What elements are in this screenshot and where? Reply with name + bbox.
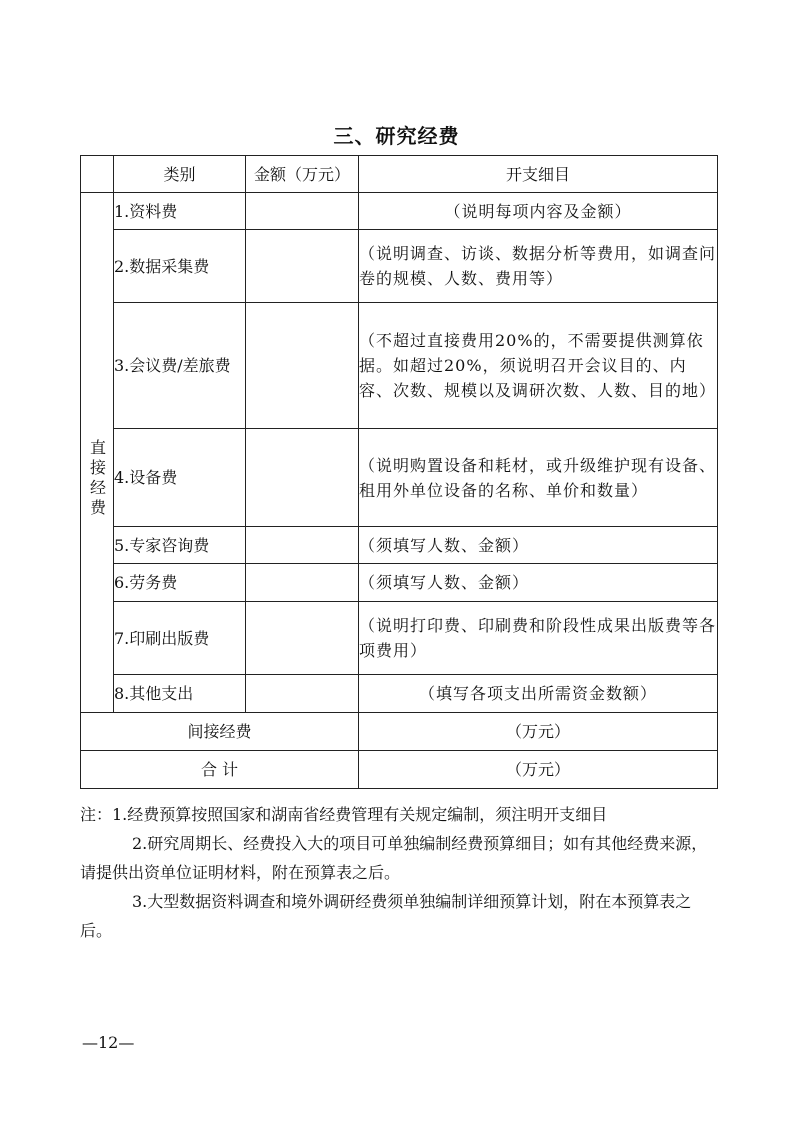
table-row [81,303,718,429]
row-detail: （说明打印费、印刷费和阶段性成果出版费等各项费用） [359,602,718,675]
row-amount-cell[interactable] [246,230,359,303]
indirect-expense-value[interactable]: （万元） [359,713,718,751]
indirect-expense-row [81,713,718,751]
total-value[interactable]: （万元） [359,751,718,789]
row-category: 3.会议费/差旅费 [114,303,246,429]
page-number: —12— [82,1033,135,1052]
row-category: 8.其他支出 [114,675,246,713]
notes-section [80,800,720,945]
table-row [81,429,718,527]
indirect-expense-label: 间接经费 [81,713,359,751]
note-3: 3.大型数据资料调查和境外调研经费须单独编制详细预算计划，附在本预算表之后。 [80,892,692,940]
row-detail: （填写各项支出所需资金数额） [359,675,718,713]
header-amount: 金额（万元） [246,156,359,193]
row-amount-cell[interactable] [246,429,359,527]
row-category: 6.劳务费 [114,564,246,602]
row-detail: （说明每项内容及金额） [359,193,718,230]
row-category: 5.专家咨询费 [114,527,246,564]
total-row [81,751,718,789]
row-detail: （须填写人数、金额） [359,527,718,564]
section-title: 三、研究经费 [333,124,460,148]
row-amount-cell[interactable] [246,602,359,675]
row-amount-cell[interactable] [246,527,359,564]
table-row [81,193,718,230]
table-row [81,675,718,713]
header-category: 类别 [114,156,246,193]
table-row [81,230,718,303]
row-category: 1.资料费 [114,193,246,230]
row-amount-cell[interactable] [246,303,359,429]
table-row [81,602,718,675]
budget-table [80,155,718,789]
row-detail: （说明调查、访谈、数据分析等费用，如调查问卷的规模、人数、费用等） [359,230,718,303]
header-empty-cell [81,156,114,193]
table-row [81,527,718,564]
header-detail: 开支细目 [359,156,718,193]
row-amount-cell[interactable] [246,675,359,713]
table-header-row [81,156,718,193]
row-category: 2.数据采集费 [114,230,246,303]
total-label: 合 计 [81,751,359,789]
note-1: 注：1.经费预算按照国家和湖南省经费管理有关规定编制，须注明开支细目 [80,805,608,824]
row-detail: （说明购置设备和耗材，或升级维护现有设备、租用外单位设备的名称、单价和数量） [359,429,718,527]
row-category: 7.印刷出版费 [114,602,246,675]
direct-expense-group-label: 直接经费 [81,193,114,713]
row-amount-cell[interactable] [246,564,359,602]
row-detail: （须填写人数、金额） [359,564,718,602]
note-2: 2.研究周期长、经费投入大的项目可单独编制经费预算细目；如有其他经费来源，请提供出资单位证明材料，附在预算表之后。 [80,834,708,882]
row-category: 4.设备费 [114,429,246,527]
table-row [81,564,718,602]
row-detail: （不超过直接费用20%的，不需要提供测算依据。如超过20%，须说明召开会议目的、内容、次数、规模以及调研次数、人数、目的地） [359,303,718,429]
row-amount-cell[interactable] [246,193,359,230]
